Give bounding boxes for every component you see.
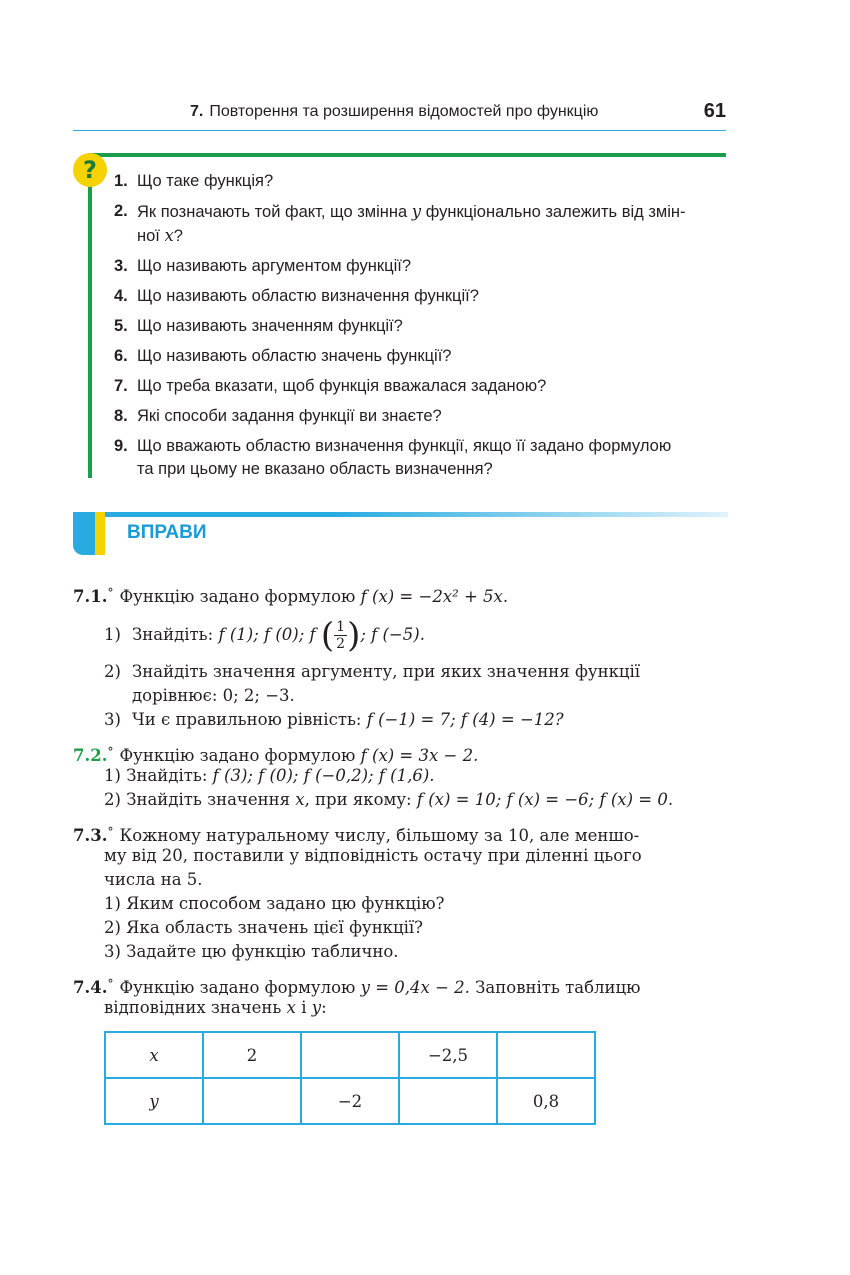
exercise-7-3-part-1: 1) Яким способом задано цю функцію? [104,894,445,913]
question-text: та при цьому не вказано область визначення? [137,460,493,478]
question-item [114,315,726,338]
exercise-text: Заповніть таблицю [469,978,641,997]
formula: f (x) = 10; f (x) = −6; f (x) = 0. [416,790,674,809]
question-text: ної [137,227,165,245]
formula: f (1); f (0); f [218,625,321,644]
exercise-text: Функцію задано формулою [119,978,361,997]
part-text: Знайдіть значення [126,790,296,809]
part-text: дорівнює: 0; 2; −3. [132,686,295,705]
table-header-cell [105,1032,203,1078]
table-header-cell [105,1078,203,1124]
chapter-number: 7. [190,103,204,120]
question-number: 5. [114,317,128,335]
table-cell [301,1032,399,1078]
question-text: Що вважають областю визначення функції, якщо її задано формулою [137,437,672,455]
formula: f (x) = −2x² + 5x. [360,587,509,606]
exercise-7-1 [73,581,726,609]
exercises-heading-bar [73,512,728,517]
chapter-title [190,103,598,121]
chapter-title-text: Повторення та розширення відомостей про функцію [209,103,599,120]
exercise-text: Функцію задано формулою [119,587,361,606]
question-mark-icon: ? [73,153,107,187]
variable-x: x [286,998,296,1017]
question-number: 7. [114,377,128,395]
question-text: Що треба вказати, щоб функція вважалася заданою? [137,377,547,395]
cell-text: y [149,1091,159,1111]
paren-right: ) [347,615,361,656]
question-item [114,200,726,248]
table-cell: 0,8 [497,1078,595,1124]
exercise-7-3-line-2: му від 20, поставили у відповідність остачу при діленні цього [104,846,642,865]
exercise-7-3-part-3: 3) Задайте цю функцію таблично. [104,942,399,961]
cell-text: x [149,1045,159,1065]
exercise-text: відповідних значень [104,998,287,1017]
question-text: ? [173,227,183,245]
exercise-7-1-part-2 [104,660,726,708]
part-text: Знайдіть: [126,766,213,785]
fraction-denominator: 2 [336,636,346,652]
question-text: Що називають аргументом функції? [137,257,412,275]
exercise-number: 7.1. [73,587,108,606]
exercises-title: ВПРАВИ [127,522,207,543]
exercise-text: Кожному натуральному числу, більшому за 10, але меншо- [119,826,640,845]
question-item [114,375,726,398]
table-cell [203,1078,301,1124]
question-number: 9. [114,437,128,455]
fraction [334,619,347,652]
fraction-numerator: 1 [336,619,346,635]
question-number: 2. [114,202,128,220]
question-item [114,405,726,428]
formula: f (3); f (0); f (−0,2); f (1,6). [212,766,435,785]
part-text: Знайдіть: [132,625,219,644]
table-cell: −2,5 [399,1032,497,1078]
part-number: 1) [104,766,121,785]
exercise-text: Функцію задано формулою [119,746,361,765]
difficulty-mark: ° [107,977,114,991]
question-item [114,255,726,278]
review-questions-list [114,170,726,488]
table-cell: 2 [203,1032,301,1078]
exercise-7-4-line-2 [104,996,726,1020]
question-text: Як позначають той факт, що змінна [137,203,412,221]
exercise-7-2-part-1 [104,764,726,788]
question-text: Що називають областю визначення функції? [137,287,479,305]
part-number: 2) [104,790,121,809]
question-item [114,345,726,368]
part-number: 2) [104,662,121,681]
table-row [105,1078,595,1124]
variable-x: x [164,226,174,245]
question-item [114,285,726,308]
variable-y: y [311,998,322,1017]
part-number: 3) [104,710,121,729]
variable-y: y [411,202,422,221]
question-number: 6. [114,347,128,365]
exercise-number: 7.3. [73,826,108,845]
question-text: Що таке функція? [137,172,274,190]
difficulty-mark: ° [107,586,114,600]
variable-x: x [295,790,305,809]
question-text: Що називають областю значень функції? [137,347,452,365]
difficulty-mark: ° [107,825,114,839]
table-cell [497,1032,595,1078]
exercises-flag [73,512,95,555]
exercise-7-3-line-3: числа на 5. [104,870,203,889]
exercise-7-3-part-2: 2) Яка область значень цієї функції? [104,918,424,937]
part-text: Знайдіть значення аргументу, при яких значення функції [132,662,641,681]
formula: y = 0,4x − 2. [360,978,470,997]
question-item [114,435,726,481]
exercise-text: : [321,998,327,1017]
exercise-number: 7.2. [73,746,108,765]
part-text: , при якому: [304,790,417,809]
difficulty-mark: ° [107,745,114,759]
exercise-7-1-part-3 [104,708,726,732]
question-text: Які способи задання функції ви знаєте? [137,407,442,425]
part-text: Чи є правильною рівність: [132,710,367,729]
question-number: 3. [114,257,128,275]
question-item [114,170,726,193]
paren-left: ( [320,615,335,656]
page-header [73,100,726,131]
formula: f (x) = 3x − 2. [360,746,479,765]
questions-top-rule [92,153,726,157]
question-text: Що називають значенням функції? [137,317,403,335]
question-text: функціонально залежить від змін- [421,203,686,221]
exercise-text: і [295,998,312,1017]
questions-side-rule [88,153,92,478]
exercise-7-1-part-1 [104,611,726,659]
exercise-number: 7.4. [73,978,108,997]
page-number: 61 [703,100,726,122]
exercises-flag-accent [95,512,105,555]
exercise-7-2-part-2 [104,788,726,812]
question-number: 4. [114,287,128,305]
table-cell: −2 [301,1078,399,1124]
values-table [104,1031,596,1125]
table-row [105,1032,595,1078]
formula: ; f (−5). [360,625,425,644]
table-cell [399,1078,497,1124]
part-number: 1) [104,625,121,644]
question-number: 8. [114,407,128,425]
question-number: 1. [114,172,128,190]
formula: f (−1) = 7; f (4) = −12? [366,710,564,729]
